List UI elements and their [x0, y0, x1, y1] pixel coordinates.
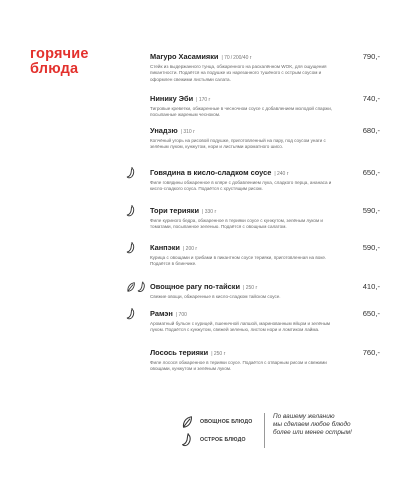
item-weight: | 70 / 200/40 г: [221, 55, 252, 61]
item-weight: | 250 г: [211, 351, 226, 357]
note-line2: мы сделаем любое блюдо: [273, 421, 351, 428]
item-description: Филе куриного бедра, обжаренное в терияки соусе с кунжутом, зелёным луком и томатами, посыпанное зеленью. Подаётся с овощным салатом.: [150, 218, 323, 230]
item-description: Свежие овощи, обжаренные в кисло-сладком тайском соусе.: [150, 294, 281, 299]
item-weight: | 700: [175, 312, 187, 318]
item-name: Овощное рагу по-тайски: [150, 282, 241, 291]
item-price: 680,-: [362, 126, 380, 135]
item-description: Стейк из выдержанного тунца, обжаренного на раскалённом WOK, для ощущения пикантности. Подаётся на подушке из нарезанного тушёного с острым соусом и оформлен свежими листьями салата.: [150, 64, 327, 82]
item-price: 740,-: [362, 94, 380, 103]
legend-spicy-label: ОСТРОЕ БЛЮДО: [200, 437, 246, 443]
spiciness-note: [273, 413, 388, 437]
note-line3: более или менее острым!: [273, 429, 352, 436]
menu-item: [150, 52, 380, 83]
menu-item: [150, 243, 380, 268]
item-weight: | 170 г: [196, 97, 211, 103]
item-price: 790,-: [362, 52, 380, 61]
item-name: Тори терияки: [150, 206, 200, 215]
item-price: 650,-: [362, 168, 380, 177]
item-description: Тигровые креветки, обжаренные в чесночном соусе с добавлением молодой спаржи, посыпанные жареным чесноком.: [150, 106, 333, 118]
spicy-icon: [180, 433, 194, 447]
legend-vegetarian-label: ОВОЩНОЕ БЛЮДО: [200, 419, 253, 425]
item-description: Филе говядины обжаренное в кляре с добавлением лука, сладкого перца, ананаса и кисло-сладкого соуса. Подаётся с хрустящим рисом.: [150, 180, 332, 192]
item-description: Филе лосося обжаренное в терияки соусе. Подаётся с отварным рисом и свежими овощами, кунжутом и зелёным луком.: [150, 360, 327, 372]
item-markers: [126, 308, 146, 320]
legend-divider: [264, 413, 265, 448]
section-title-line2: блюда: [30, 61, 79, 77]
menu-item: [150, 94, 380, 119]
menu-item: [150, 206, 380, 231]
item-price: 410,-: [362, 282, 380, 291]
menu-item: [150, 282, 380, 300]
section-title-line1: горячие: [30, 46, 89, 62]
item-weight: | 310 г: [180, 129, 195, 135]
spicy-icon: [126, 205, 136, 217]
item-description: Копчёный угорь на рисовой подушке, приготовленный на пару, под соусом унаги с зелёным луком, кунжутом, нори и листьями ароматного шисо.: [150, 138, 326, 150]
spicy-icon: [126, 308, 136, 320]
item-markers: [126, 167, 146, 179]
item-description: Ароматный бульон с курицей, пшеничной лапшой, маринованным яйцом и зелёным луком. Подаётся с кунжутом, свежей зеленью, листом нори и ломтиком лайма.: [150, 321, 331, 333]
item-name: Унадзю: [150, 126, 178, 135]
item-name: Говядина в кисло-сладком соусе: [150, 168, 272, 177]
vegetarian-icon: [126, 281, 136, 293]
menu-item: [150, 309, 380, 334]
item-markers: [126, 281, 146, 293]
menu-item: [150, 348, 380, 373]
item-weight: | 330 г: [202, 209, 217, 215]
item-name: Лосось терияки: [150, 348, 209, 357]
item-name: Магуро Хасамияки: [150, 52, 219, 61]
spicy-icon: [126, 242, 136, 254]
item-name: Нинику Эби: [150, 94, 194, 103]
item-markers: [126, 205, 146, 217]
item-markers: [126, 242, 146, 254]
menu-item: [150, 126, 380, 151]
menu-item: [150, 168, 380, 193]
spicy-icon: [137, 281, 147, 293]
item-price: 650,-: [362, 309, 380, 318]
note-line1: По вашему желанию: [273, 413, 335, 420]
item-price: 760,-: [362, 348, 380, 357]
spicy-icon: [126, 167, 136, 179]
item-weight: | 240 г: [274, 171, 289, 177]
vegetarian-icon: [180, 415, 194, 429]
section-title: [30, 47, 140, 77]
item-description: Курица с овощами и грибами в пикантном соусе терияки, приготовленная на воке. Подаётся в блинчике.: [150, 255, 327, 267]
item-price: 590,-: [362, 243, 380, 252]
item-price: 590,-: [362, 206, 380, 215]
item-name: Рамэн: [150, 309, 173, 318]
item-weight: | 200 г: [182, 246, 198, 252]
item-name: Канпэки: [150, 243, 180, 252]
item-weight: | 250 г: [243, 285, 258, 291]
